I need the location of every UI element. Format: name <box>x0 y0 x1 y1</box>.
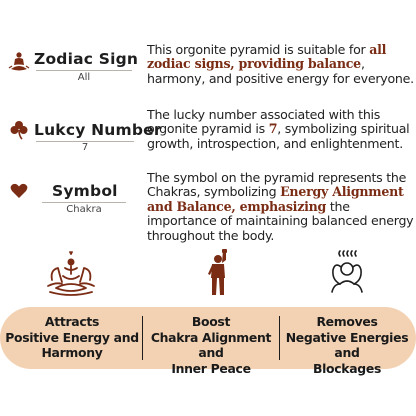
body-text: , harmony, and positive energy for everyone. <box>147 56 414 86</box>
row-title: Symbol <box>52 182 118 200</box>
feature-heading: Removes <box>316 314 378 329</box>
feature-attracts <box>0 314 144 361</box>
row-title: Lukcy Number <box>34 121 162 139</box>
body-text: The symbol on the pyramid represents the Chakras, symbolizing <box>147 170 407 200</box>
body-text: This orgonite pyramid is suitable for <box>147 42 370 57</box>
row-value: Chakra <box>66 204 102 215</box>
feature-line: Blockages <box>312 360 382 376</box>
row-value: All <box>77 72 91 83</box>
highlight-text: Energy Alignment and Balance, emphasizing <box>147 184 404 214</box>
feature-line: Harmony <box>41 345 103 361</box>
row-title: Zodiac Sign <box>34 50 139 68</box>
feature-line: Chakra Alignment and <box>150 329 272 361</box>
raised-fist-figure-icon <box>207 248 233 296</box>
body-text: the importance of maintaining balanced energy throughout the body. <box>147 198 414 243</box>
buddha-icon <box>8 51 30 73</box>
feature-heading: Boost <box>191 314 231 329</box>
feature-line: Positive Energy and <box>5 329 139 345</box>
highlight-text: 7 <box>268 121 278 137</box>
lotus-icon <box>46 250 96 296</box>
feature-line: Negative Energies and <box>285 329 409 361</box>
row-value: 7 <box>81 142 89 153</box>
divider <box>42 202 126 203</box>
highlight-text: all zodiac signs, providing balance <box>147 42 387 72</box>
row-description <box>147 43 415 86</box>
feature-removes <box>278 314 416 376</box>
row-description <box>147 171 415 243</box>
shamrock-icon <box>10 120 28 140</box>
feature-boost <box>141 314 281 376</box>
heart-icon <box>10 183 28 199</box>
head-relief-icon <box>330 250 364 294</box>
body-text: The lucky number associated with this orgonite pyramid is <box>147 107 381 137</box>
feature-heading: Attracts <box>44 314 100 329</box>
body-text: , symbolizing spiritual growth, introspection, and enlightenment. <box>147 121 410 151</box>
row-description <box>147 108 415 151</box>
feature-line: Inner Peace <box>171 360 251 376</box>
divider <box>36 70 132 71</box>
